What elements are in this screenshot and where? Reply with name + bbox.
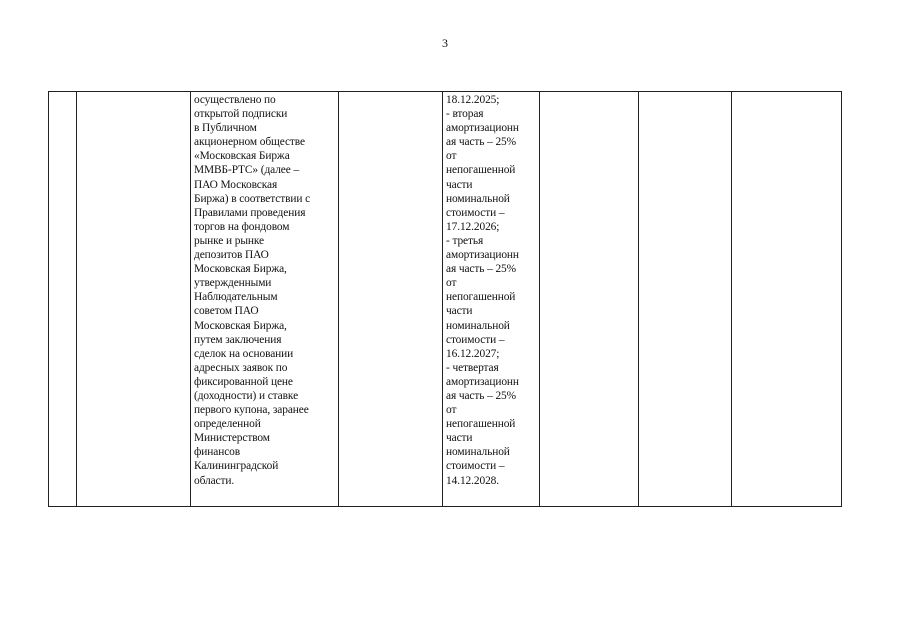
page-number: 3 — [442, 36, 448, 50]
table-cell-empty — [540, 92, 639, 507]
table-cell-placement-method — [191, 92, 339, 507]
table-cell-empty — [732, 92, 842, 507]
table-row — [49, 92, 842, 507]
amortization-schedule-text: 18.12.2025; - вторая амортизационн ая часть – 25% от непогашенной части номинальной стоимости – 17.12.2026; - третья амортизационн ая часть – 25% от непогашенной части номинальной стоимости – 16.12.2027; - четвертая амортизационн ая часть – 25% от непогашенной части номинальной стоимости – 14.12.2028. — [446, 94, 519, 487]
table-cell-empty — [639, 92, 732, 507]
placement-method-text: осуществлено по открытой подписки в Публичном акционерном обществе «Московская Биржа ММВБ-РТС» (далее – ПАО Московская Биржа) в соответствии с Правилами проведения торгов на фондовом рынке и рынке депозитов ПАО Московская Биржа, утвержденными Наблюдательным советом ПАО Московская Биржа, путем заключения сделок на основании адресных заявок по фиксированной цене (доходности) и ставке первого купона, заранее определенной Министерством финансов Калининградской области. — [194, 94, 311, 487]
table-cell-number — [49, 92, 77, 507]
table-cell-empty — [339, 92, 443, 507]
document-table — [48, 91, 842, 507]
table-cell-name — [77, 92, 191, 507]
table-cell-amortization — [443, 92, 540, 507]
